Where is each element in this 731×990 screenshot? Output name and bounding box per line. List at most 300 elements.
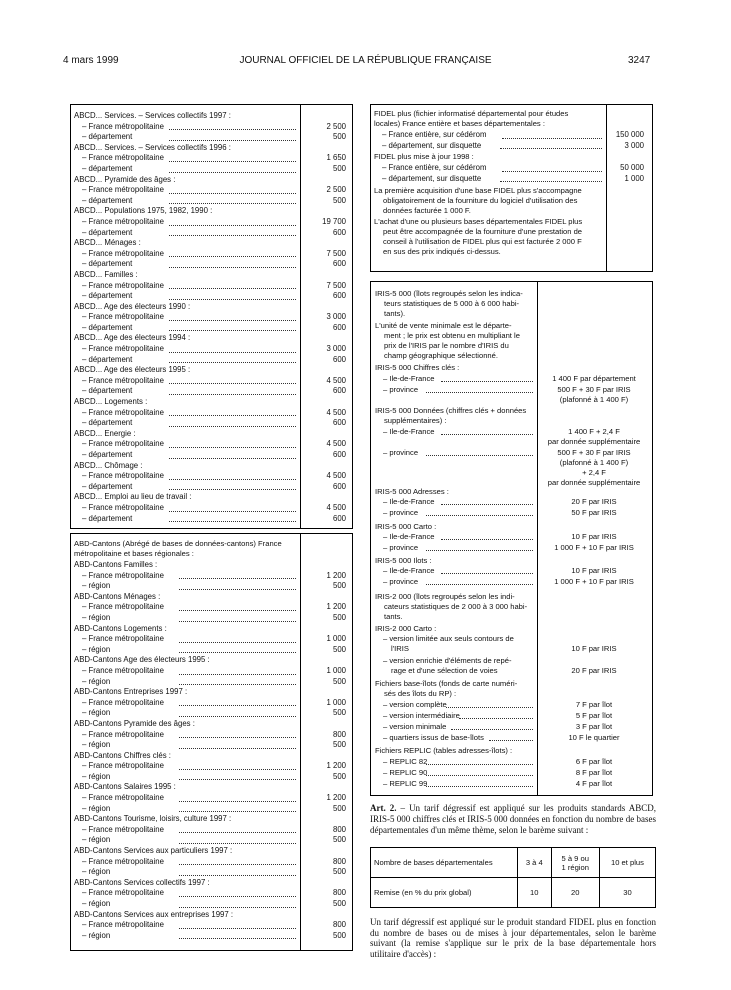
row-label: – province: [383, 448, 419, 457]
iris-ilots-title: IRIS-5 000 Ilots :: [375, 556, 432, 565]
row-label: – France métropolitaine: [82, 502, 164, 512]
price-row: [74, 355, 346, 366]
row-label: ABCD... Age des électeurs 1995 :: [74, 365, 191, 375]
price-row: [74, 920, 346, 931]
row-price: 50 000: [620, 163, 644, 172]
dot-leader: [169, 203, 296, 204]
row-label: ABCD... Services. – Services collectifs 1996 :: [74, 142, 231, 152]
dot-leader: [179, 748, 296, 749]
section-heading: [74, 655, 346, 666]
dot-leader: [426, 392, 533, 393]
iris-carto-title: IRIS-5 000 Carto :: [375, 522, 437, 531]
row-price: 7 F par îlot: [575, 700, 613, 709]
dot-leader: [426, 775, 533, 776]
row-label: ABCD... Ménages :: [74, 238, 141, 248]
row-price: 500: [332, 132, 346, 142]
dot-leader: [169, 161, 296, 162]
row-label: ABCD... Pyramide des âges :: [74, 174, 176, 184]
section-heading: [74, 365, 346, 376]
price-row: [374, 174, 646, 185]
dot-leader: [169, 267, 296, 268]
row-price: 500: [332, 740, 346, 750]
row-label: ABD-Cantons Logements :: [74, 623, 167, 633]
row-label: ABCD... Age des électeurs 1990 :: [74, 301, 191, 311]
row-price: 8 F par îlot: [575, 768, 613, 777]
replic-title: Fichiers REPLIC (tables adresses-îlots) :: [375, 746, 513, 755]
section-heading: [74, 302, 346, 313]
dot-leader: [169, 129, 296, 130]
dot-leader: [426, 584, 533, 585]
price-row: [374, 163, 646, 174]
price-row: [74, 772, 346, 783]
cantons-rows: [74, 560, 346, 941]
price-row: [374, 141, 646, 152]
row-price: 4 500: [326, 439, 346, 449]
dot-leader: [179, 705, 296, 706]
price-row: [74, 408, 346, 419]
row-label: – province: [383, 508, 419, 517]
dot-leader: [169, 320, 296, 321]
dot-leader: [169, 415, 296, 416]
row-label: – France entière, sur cédérom: [382, 163, 487, 172]
price-row: [74, 888, 346, 899]
dot-leader: [169, 288, 296, 289]
fidel-update-title: FIDEL plus mise à jour 1998 :: [374, 152, 474, 161]
section-heading: [74, 175, 346, 186]
price-row: [74, 471, 346, 482]
row-label: – France métropolitaine: [82, 216, 164, 226]
price-row: [74, 122, 346, 133]
fidel-rows: [374, 130, 646, 151]
dot-leader: [426, 515, 533, 516]
dot-leader: [179, 928, 296, 929]
row-label: – département: [82, 259, 133, 269]
row-label: – France métropolitaine: [82, 407, 164, 417]
price-row: [74, 291, 346, 302]
dot-leader: [441, 381, 533, 382]
price-row: [74, 666, 346, 677]
price-row: [74, 514, 346, 525]
section-heading: [74, 429, 346, 440]
row-label: ABD-Cantons Tourisme, loisirs, culture 1997 :: [74, 814, 232, 824]
dot-leader: [179, 610, 296, 611]
price-row: [74, 931, 346, 942]
article-text: – Un tarif dégressif est appliqué sur les produits standards ABCD, IRIS-5 000 chiffres clés et IRIS-5 000 données en fonction du nombre de bases départementales d'un même thème, selon le barème suivant :: [370, 803, 656, 835]
row-price: 4 500: [326, 375, 346, 385]
row-label: ABCD... Chômage :: [74, 460, 143, 470]
row-label: – version intermédiaire: [383, 711, 460, 720]
row-label: – France métropolitaine: [82, 248, 164, 258]
dot-leader: [169, 172, 296, 173]
row-price: 20 F par IRIS: [571, 497, 617, 506]
section-heading: [74, 719, 346, 730]
dot-leader: [179, 769, 296, 770]
discount-table: [370, 847, 656, 908]
section-heading: [74, 143, 346, 154]
price-row: [74, 185, 346, 196]
dot-leader: [489, 740, 533, 741]
row-label: – version complète: [383, 700, 447, 709]
dot-leader: [169, 383, 296, 384]
row-label: – Ile-de-France: [383, 566, 435, 575]
row-price: 4 500: [326, 407, 346, 417]
row-price: 150 000: [615, 130, 644, 139]
row-label: – REPLIC 82: [383, 757, 428, 766]
dot-leader: [169, 235, 296, 236]
row-price: 600: [332, 513, 346, 523]
row-label: ABD-Cantons Salaires 1995 :: [74, 782, 176, 792]
price-row: [74, 857, 346, 868]
dot-leader: [426, 455, 533, 456]
row-label: – département: [82, 481, 133, 491]
table-header-cell: 10 et plus: [599, 848, 655, 878]
row-price: 500: [332, 612, 346, 622]
base-ilots-title: Fichiers base-îlots (fonds de carte numéri- sés des îlots du RP) :: [375, 679, 518, 698]
dot-leader: [169, 447, 296, 448]
row-label: – province: [383, 543, 419, 552]
row-label: – département: [82, 132, 133, 142]
section-heading: [74, 910, 346, 921]
row-label: – province: [383, 385, 419, 394]
row-label: – France métropolitaine: [82, 761, 164, 771]
row-price: 800: [332, 729, 346, 739]
iris-donnees-title: IRIS-5 000 Données (chiffres clés + données supplémentaires) :: [375, 406, 527, 425]
row-price: 3 000: [326, 312, 346, 322]
iris-chiffres-cles-title: IRIS-5 000 Chiffres clés :: [375, 363, 460, 372]
row-label: ABCD... Emploi au lieu de travail :: [74, 492, 192, 502]
row-label: ABCD... Age des électeurs 1994 :: [74, 333, 191, 343]
row-price: 10 F par IRIS: [571, 532, 617, 541]
page-number: 3247: [628, 55, 651, 66]
price-row: [74, 259, 346, 270]
row-price: 800: [332, 888, 346, 898]
price-row: [74, 450, 346, 461]
row-label: ABD-Cantons Chiffres clés :: [74, 750, 171, 760]
row-label: ABD-Cantons Age des électeurs 1995 :: [74, 655, 210, 665]
price-row: [74, 645, 346, 656]
row-price: 600: [332, 418, 346, 428]
iris2000-carto-title: IRIS-2 000 Carto :: [375, 624, 437, 633]
dot-leader: [179, 811, 296, 812]
row-label: – Ile-de-France: [383, 497, 435, 506]
row-price: 1 400 F par département: [552, 374, 636, 383]
dot-leader: [179, 652, 296, 653]
row-label: – région: [82, 708, 111, 718]
dot-leader: [169, 140, 296, 141]
fidel-content: FIDEL plus (fichier informatisé départemental pour études locales) France entière et bases départementales :: [374, 109, 569, 128]
section-heading: [74, 333, 346, 344]
row-label: ABD-Cantons Ménages :: [74, 591, 161, 601]
row-label: – version minimale: [383, 722, 447, 731]
row-price: 500: [332, 899, 346, 908]
price-row: [74, 281, 346, 292]
row-label: – département: [82, 418, 133, 428]
dot-leader: [441, 539, 533, 540]
row-label: – France entière, sur cédérom: [382, 130, 487, 139]
row-label: – version limitée aux seuls contours de l'IRIS: [383, 634, 514, 653]
iris-price-table: [370, 281, 653, 796]
dot-leader: [179, 864, 296, 865]
row-price: 10 F le quartier: [568, 733, 620, 742]
price-row: [74, 217, 346, 228]
row-label: ABD-Cantons Services aux particuliers 1997 :: [74, 846, 233, 856]
row-price: 10 F par IRIS: [571, 644, 617, 653]
row-label: – région: [82, 771, 111, 781]
row-price: 500: [332, 930, 346, 940]
dot-leader: [451, 729, 533, 730]
dot-leader: [179, 684, 296, 685]
row-label: – région: [82, 612, 111, 622]
row-price: 500: [332, 835, 346, 845]
price-row: [74, 899, 346, 910]
row-price: 500 F + 30 F par IRIS (plafonné à 1 400 F) + 2,4 F par donnée supplémentaire: [547, 448, 641, 487]
dot-leader: [169, 426, 296, 427]
row-price: 3 000: [326, 344, 346, 354]
section-heading: [74, 206, 346, 217]
row-price: 600: [332, 291, 346, 301]
row-label: – région: [82, 930, 111, 940]
price-row: [74, 503, 346, 514]
section-heading: [74, 111, 346, 122]
row-price: 500: [332, 803, 346, 813]
price-row: [74, 153, 346, 164]
price-row: [74, 164, 346, 175]
row-label: – France métropolitaine: [82, 793, 164, 803]
row-label: ABD-Cantons Familles :: [74, 560, 158, 569]
price-row: [74, 323, 346, 334]
section-heading: [74, 687, 346, 698]
price-row: [74, 482, 346, 493]
cantons-price-table: [70, 533, 353, 951]
row-label: – région: [82, 803, 111, 813]
row-label: ABCD... Populations 1975, 1982, 1990 :: [74, 206, 213, 216]
section-heading: [74, 751, 346, 762]
dot-leader: [502, 171, 602, 172]
row-label: – France métropolitaine: [82, 856, 164, 866]
row-price: 1 000: [326, 697, 346, 707]
row-label: – département: [82, 322, 133, 332]
price-row: [74, 793, 346, 804]
row-label: – REPLIC 90: [383, 768, 428, 777]
row-price: 4 F par îlot: [575, 779, 613, 788]
dot-leader: [502, 138, 602, 139]
section-heading: [74, 814, 346, 825]
fidel-note-consulting: L'achat d'une ou plusieurs bases départementales FIDEL plus peut être accompagnée de la fourniture d'une prestation de conseil à l'utilisation de FIDEL plus qui est facturée 2 000 F en sus des prix indiqués ci-dessus.: [374, 217, 583, 256]
row-price: 1 200: [326, 570, 346, 580]
row-label: – région: [82, 740, 111, 750]
iris2000-intro: IRIS-2 000 (îlots regroupés selon les indi- cateurs statistiques de 2 000 à 3 000 habi- tants.: [375, 592, 528, 621]
dot-leader: [179, 938, 296, 939]
row-label: – département, sur disquette: [382, 140, 482, 150]
row-label: – France métropolitaine: [82, 602, 164, 612]
dot-leader: [441, 434, 533, 435]
price-row: [74, 602, 346, 613]
row-price: 5 F par îlot: [575, 711, 613, 720]
dot-leader: [169, 330, 296, 331]
row-label: – France métropolitaine: [82, 888, 164, 898]
price-row: [74, 708, 346, 719]
table-cell: 30: [599, 878, 655, 908]
row-price: 1 000 F + 10 F par IRIS: [554, 577, 634, 586]
row-label: – région: [82, 867, 111, 877]
row-label: – quartiers issus de base-îlots: [383, 733, 484, 742]
section-heading: [74, 592, 346, 603]
section-heading: [74, 492, 346, 503]
row-label: – version enrichie d'éléments de repé- rage et d'une sélection de voies: [383, 656, 512, 675]
table-row: [371, 878, 656, 908]
row-price: 4 500: [326, 471, 346, 481]
dot-leader: [179, 642, 296, 643]
row-price: 500: [332, 644, 346, 654]
row-label: – France métropolitaine: [82, 121, 164, 131]
dot-leader: [169, 193, 296, 194]
row-price: 1 650: [326, 153, 346, 163]
price-row: [74, 730, 346, 741]
price-row: [74, 677, 346, 688]
row-price: 1 000: [624, 173, 644, 183]
dot-leader: [169, 299, 296, 300]
price-row: [74, 418, 346, 429]
price-row: [74, 228, 346, 239]
dot-leader: [179, 716, 296, 717]
price-row: [74, 804, 346, 815]
row-label: ABCD... Familles :: [74, 269, 138, 279]
price-row: [74, 867, 346, 878]
row-label: – France métropolitaine: [82, 471, 164, 481]
row-label: ABCD... Services. – Services collectifs 1997 :: [74, 111, 231, 120]
row-label: – région: [82, 835, 111, 845]
article-label: Art. 2.: [370, 803, 397, 813]
price-row: [74, 249, 346, 260]
iris-unit-note: L'unité de vente minimale est le départe- ment ; le prix est obtenu en multipliant le prix de l'IRIS par le nombre d'IRIS du champ géographique sélectionné.: [375, 321, 520, 360]
row-price: 10 F par IRIS: [571, 566, 617, 575]
row-label: – département: [82, 163, 133, 173]
row-price: 6 F par îlot: [575, 757, 613, 766]
row-price: 1 000: [326, 665, 346, 675]
row-price: 800: [332, 856, 346, 866]
row-label: – département, sur disquette: [382, 173, 482, 183]
row-price: 1 400 F + 2,4 F par donnée supplémentaire: [547, 427, 641, 446]
table-header-label: Nombre de bases départementales: [371, 848, 518, 878]
row-label: – région: [82, 899, 111, 908]
table-header-cell: 3 à 4: [518, 848, 552, 878]
price-row: [74, 376, 346, 387]
row-price: 2 500: [326, 185, 346, 195]
section-heading: [74, 461, 346, 472]
row-price: 20 F par IRIS: [571, 666, 617, 675]
abcd-rows: [74, 111, 346, 524]
row-price: 7 500: [326, 248, 346, 258]
price-row: [74, 439, 346, 450]
row-label: ABCD... Logements :: [74, 397, 148, 407]
table-row-label: Remise (en % du prix global): [371, 878, 518, 908]
row-label: – département: [82, 386, 133, 396]
section-heading: [74, 397, 346, 408]
dot-leader: [179, 896, 296, 897]
price-row: [74, 132, 346, 143]
iris-adresses-title: IRIS-5 000 Adresses :: [375, 487, 449, 496]
dot-leader: [179, 779, 296, 780]
row-label: – département: [82, 513, 133, 523]
section-heading: [74, 782, 346, 793]
cantons-intro: ABD-Cantons (Abrégé de bases de données-cantons) France métropolitaine et bases régionales :: [74, 539, 282, 559]
row-label: – province: [383, 577, 419, 586]
fidel-note-first-purchase: La première acquisition d'une base FIDEL plus s'accompagne obligatoirement de la fourniture du logiciel d'utilisation des données facturée 1 000 F.: [374, 186, 582, 215]
dot-leader: [179, 832, 296, 833]
section-heading: [74, 846, 346, 857]
fidel-price-table: [370, 104, 653, 272]
row-price: 1 200: [326, 761, 346, 771]
table-cell: 20: [551, 878, 599, 908]
price-row: [74, 825, 346, 836]
row-price: 500: [332, 708, 346, 718]
row-price: 600: [332, 450, 346, 459]
row-label: ABD-Cantons Services collectifs 1997 :: [74, 877, 210, 887]
row-label: ABD-Cantons Pyramide des âges :: [74, 718, 195, 728]
dot-leader: [179, 589, 296, 590]
dot-leader: [169, 362, 296, 363]
closing-paragraph: Un tarif dégressif est appliqué sur le produit standard FIDEL plus en fonction du nombre de bases ou de mises à jour départementales, selon le barème suivant (la remise s'applique sur le prix de la base départementale hors utilitaire d'accès) :: [370, 917, 656, 959]
price-row: [74, 698, 346, 709]
dot-leader: [179, 578, 296, 579]
row-label: – France métropolitaine: [82, 344, 164, 354]
dot-leader: [426, 764, 533, 765]
price-row: [74, 196, 346, 207]
dot-leader: [426, 550, 533, 551]
row-price: 1 000: [326, 634, 346, 644]
row-label: – France métropolitaine: [82, 312, 164, 322]
dot-leader: [169, 256, 296, 257]
row-label: – France métropolitaine: [82, 920, 164, 930]
fidel-update-rows: [374, 163, 646, 184]
section-heading: [74, 270, 346, 281]
row-price: 600: [332, 259, 346, 269]
row-label: – département: [82, 450, 133, 459]
dot-leader: [169, 521, 296, 522]
row-label: – REPLIC 99: [383, 779, 428, 788]
row-label: – France métropolitaine: [82, 375, 164, 385]
row-price: 800: [332, 824, 346, 834]
page-header: [0, 55, 731, 69]
row-price: 600: [332, 322, 346, 332]
row-label: – France métropolitaine: [82, 729, 164, 739]
row-price: 1 200: [326, 793, 346, 803]
dot-leader: [179, 801, 296, 802]
table-header-cell: 5 à 9 ou 1 région: [551, 848, 599, 878]
article-2: [370, 803, 656, 836]
row-label: – région: [82, 581, 111, 591]
row-label: ABD-Cantons Entreprises 1997 :: [74, 687, 188, 697]
section-heading: [74, 878, 346, 889]
dot-leader: [426, 786, 533, 787]
row-label: – département: [82, 291, 133, 301]
price-row: [74, 344, 346, 355]
dot-leader: [169, 225, 296, 226]
row-label: – France métropolitaine: [82, 185, 164, 195]
row-label: – département: [82, 354, 133, 364]
row-price: 800: [332, 920, 346, 930]
section-heading: [74, 238, 346, 249]
row-price: 19 700: [322, 216, 346, 226]
row-label: – France métropolitaine: [82, 634, 164, 644]
row-price: 600: [332, 481, 346, 491]
price-row: [74, 581, 346, 592]
row-price: 500: [332, 676, 346, 686]
dot-leader: [169, 511, 296, 512]
price-row: [74, 634, 346, 645]
row-label: – Ile-de-France: [383, 374, 435, 383]
dot-leader: [446, 707, 533, 708]
